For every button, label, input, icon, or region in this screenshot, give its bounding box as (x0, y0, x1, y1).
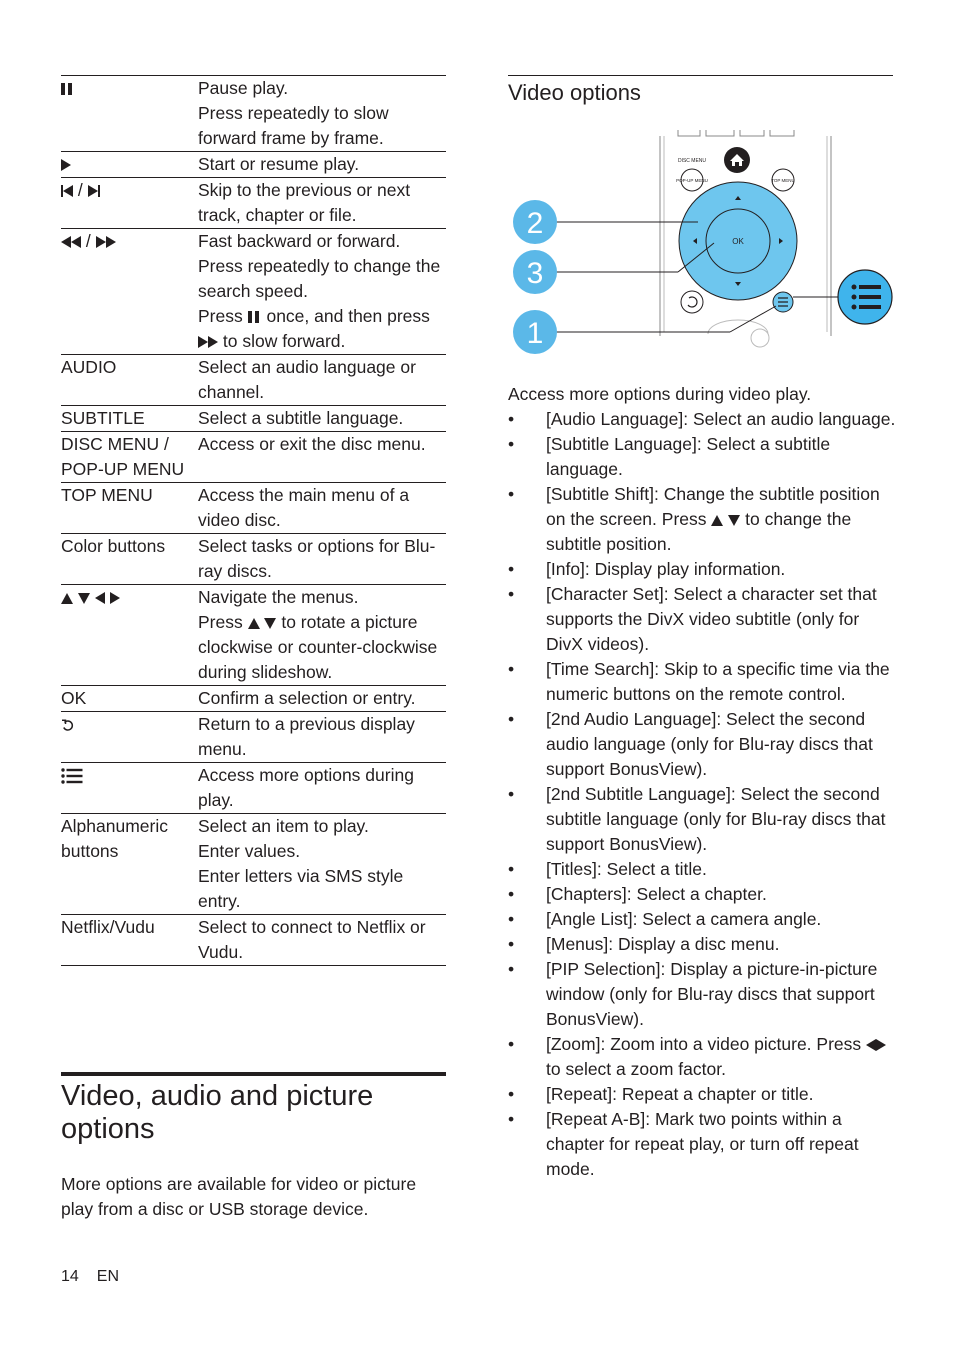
back-button (681, 291, 703, 313)
list-item: • [Audio Language]: Select an audio language. (508, 409, 896, 429)
table-key: Netflix/Vudu (61, 915, 198, 966)
table-key: SUBTITLE (61, 406, 198, 432)
pause-icon (61, 78, 75, 98)
video-options-title: Video options (508, 80, 641, 105)
table-key: AUDIO (61, 355, 198, 406)
previous-icon (61, 180, 73, 200)
up-icon (711, 515, 723, 526)
list-item: • [Time Search]: Skip to a specific time via the numeric buttons on the remote control. (508, 659, 890, 704)
section-title: Video, audio and picture options (61, 1080, 374, 1145)
table-desc: Select a subtitle language. (198, 406, 446, 432)
list-item: • [Chapters]: Select a chapter. (508, 884, 767, 904)
disc-menu-label: DISC MENU (677, 158, 707, 164)
ok-label: OK (732, 237, 744, 246)
rewind-icon (61, 231, 81, 251)
svg-text:3: 3 (526, 257, 544, 290)
table-key: / (61, 178, 198, 229)
play-icon (61, 159, 71, 171)
table-desc: Pause play. Press repeatedly to slow forward frame by frame. (198, 76, 446, 152)
table-row (61, 814, 446, 915)
table-desc: Return to a previous display menu. (198, 712, 446, 763)
list-item: • [Character Set]: Select a character set that supports the DivX video subtitle (only for DivX videos). (508, 584, 877, 654)
list-item: • [Repeat A-B]: Mark two points within a chapter for repeat play, or turn off repeat mode. (508, 1109, 859, 1179)
back-icon (61, 718, 75, 732)
left-icon (866, 1039, 876, 1051)
list-item: • [2nd Audio Language]: Select the second audio language (only for Blu-ray discs that support BonusView). (508, 709, 873, 779)
table-row (61, 76, 446, 152)
table-key (61, 712, 198, 763)
remote-illustration (508, 126, 898, 362)
list-item: • [Angle List]: Select a camera angle. (508, 909, 822, 929)
table-row (61, 406, 446, 432)
down-icon (728, 515, 740, 526)
video-options-intro: Access more options during video play. (508, 384, 812, 404)
right-icon (110, 592, 120, 604)
table-row (61, 763, 446, 814)
list-item: • [Titles]: Select a title. (508, 859, 707, 879)
table-key: OK (61, 686, 198, 712)
svg-text:1: 1 (526, 317, 544, 350)
table-desc: Select an audio language or channel. (198, 355, 446, 406)
table-desc: Select to connect to Netflix or Vudu. (198, 915, 446, 966)
pause-icon (248, 306, 262, 326)
table-key: Color buttons (61, 534, 198, 585)
section-rule (61, 1072, 446, 1076)
table-key: TOP MENU (61, 483, 198, 534)
table-key (61, 763, 198, 814)
table-key: DISC MENU / POP-UP MENU (61, 432, 198, 483)
table-key (61, 152, 198, 178)
page-number: 14 (61, 1268, 79, 1285)
next-icon (88, 180, 100, 200)
table-desc: Access the main menu of a video disc. (198, 483, 446, 534)
table-row (61, 483, 446, 534)
table-row (61, 152, 446, 178)
up-icon (61, 593, 73, 604)
options-icon (61, 768, 83, 784)
top-menu-label: TOP MENU (771, 178, 795, 183)
table-row (61, 915, 446, 966)
table-row (61, 712, 446, 763)
table-desc: Navigate the menus. Press to rotate a picture clockwise or counter-clockwise during slideshow. (198, 585, 446, 686)
table-desc: Skip to the previous or next track, chapter or file. (198, 178, 446, 229)
table-desc: Select tasks or options for Blu-ray discs. (198, 534, 446, 585)
language-code: EN (96, 1268, 120, 1285)
table-row (61, 229, 446, 355)
table-desc: Access or exit the disc menu. (198, 432, 446, 483)
table-desc: Access more options during play. (198, 763, 446, 814)
table-row (61, 686, 446, 712)
down-icon (264, 618, 276, 629)
fast-forward-icon (96, 231, 116, 251)
down-icon (78, 593, 90, 604)
options-large-icon (852, 285, 882, 310)
table-row (61, 178, 446, 229)
right-icon (876, 1039, 886, 1051)
table-desc: Fast backward or forward. Press repeatedly to change the search speed. Press once, and then press to slow forward. (198, 229, 446, 355)
table-desc: Select an item to play. Enter values. Enter letters via SMS style entry. (198, 814, 446, 915)
page-footer (61, 1266, 119, 1288)
list-item: • [Subtitle Shift]: Change the subtitle position on the screen. Press to change the subtitle position. (508, 484, 880, 554)
list-item: • [Info]: Display play information. (508, 559, 786, 579)
table-key: Alphanumeric buttons (61, 814, 198, 915)
video-options-list (508, 407, 898, 1182)
table-key (61, 585, 198, 686)
table-key: / (61, 229, 198, 355)
table-desc: Start or resume play. (198, 152, 446, 178)
list-item: • [PIP Selection]: Display a picture-in-picture window (only for Blu-ray discs that support BonusView). (508, 959, 878, 1029)
table-key (61, 76, 198, 152)
list-item: • [Subtitle Language]: Select a subtitle language. (508, 434, 831, 479)
list-item: • [Repeat]: Repeat a chapter or title. (508, 1084, 814, 1104)
controls-table (61, 75, 446, 966)
table-row (61, 432, 446, 483)
svg-text:2: 2 (526, 207, 544, 240)
table-row (61, 534, 446, 585)
popup-menu-label: POP-UP MENU (676, 178, 708, 183)
list-item: • [Menus]: Display a disc menu. (508, 934, 780, 954)
section-desc: More options are available for video or picture play from a disc or USB storage device. (61, 1174, 417, 1219)
fast-forward-icon (198, 331, 218, 351)
video-options-rule (508, 75, 893, 76)
table-row (61, 585, 446, 686)
list-item: • [Zoom]: Zoom into a video picture. Press to select a zoom factor. (508, 1032, 898, 1082)
table-row (61, 355, 446, 406)
left-icon (95, 592, 105, 604)
up-icon (248, 618, 260, 629)
list-item: • [2nd Subtitle Language]: Select the second subtitle language (only for Blu-ray discs that support BonusView). (508, 784, 886, 854)
table-desc: Confirm a selection or entry. (198, 686, 446, 712)
